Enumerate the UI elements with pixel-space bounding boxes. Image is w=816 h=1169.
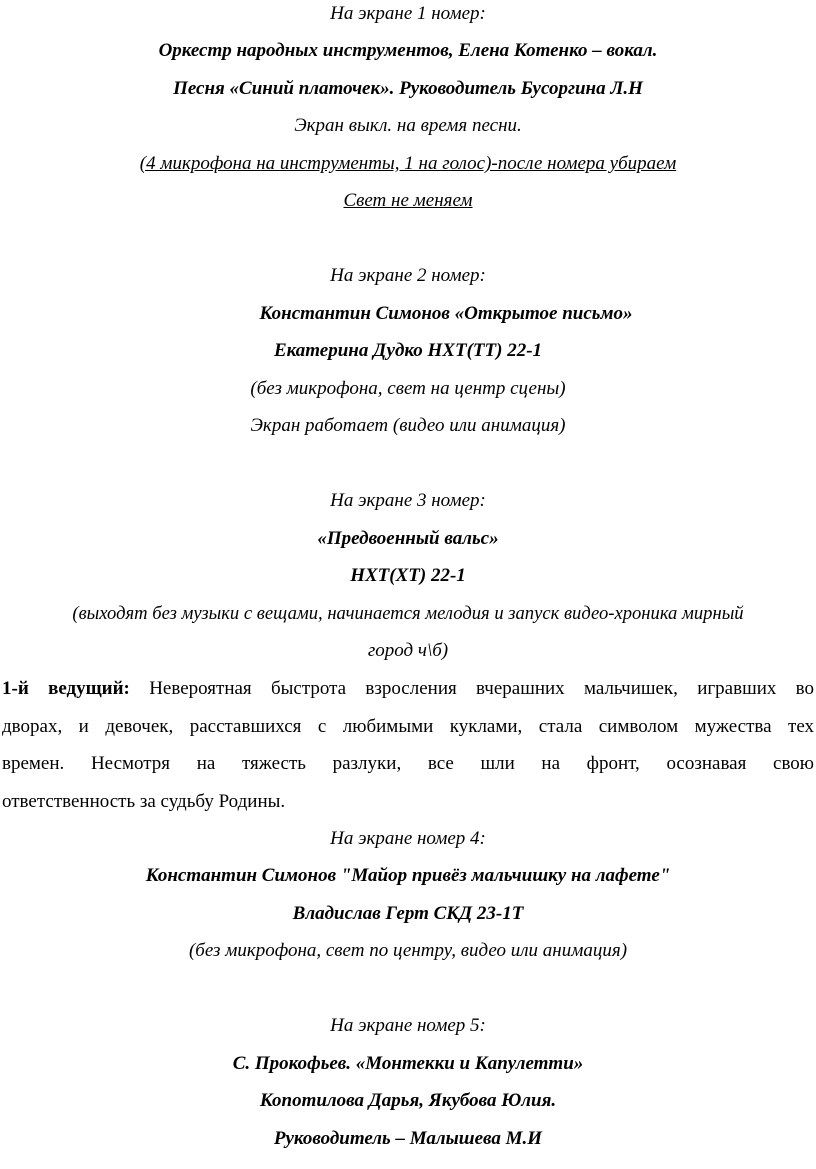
screen-label-3: На экране 3 номер:: [330, 490, 486, 511]
screen-label-5: На экране номер 5:: [330, 1015, 486, 1036]
item-2-screen-note: Экран работает (видео или анимация): [250, 415, 566, 436]
item-3-performer: НХТ(ХТ) 22-1: [350, 565, 466, 586]
item-2-title: Константин Симонов «Открытое письмо»: [259, 303, 633, 324]
host-speech: [2, 677, 814, 827]
screen-label-1: На экране 1 номер:: [330, 3, 486, 24]
item-4-performer: Владислав Герт СКД 23-1Т: [292, 903, 524, 924]
item-1-title-line-2: Песня «Синий платочек». Руководитель Бусоргина Л.Н: [173, 78, 643, 99]
item-3-note-line-1: (выходят без музыки с вещами, начинается мелодия и запуск видео-хроника мирный: [72, 603, 744, 624]
item-5-title: С. Прокофьев. «Монтекки и Капулетти»: [232, 1053, 584, 1074]
item-1-title-line-1: Оркестр народных инструментов, Елена Котенко – вокал.: [158, 40, 658, 61]
item-3-note-line-2: город ч\б): [367, 640, 449, 661]
host-speech-line-1: [2, 677, 814, 701]
item-2-performer: Екатерина Дудко НХТ(ТТ) 22-1: [273, 340, 543, 361]
screen-label-4: На экране номер 4:: [330, 828, 486, 849]
host-speech-line-4: ответственность за судьбу Родины.: [2, 790, 286, 812]
host-speech-line-2: дворах, и девочек, расставшихся с любимыми куклами, стала символом мужества тех: [2, 715, 814, 737]
item-4-note: (без микрофона, свет по центру, видео или анимация): [188, 940, 628, 961]
item-5-leader: Руководитель – Малышева М.И: [273, 1128, 543, 1149]
host-speech-line-3: времен. Несмотря на тяжесть разлуки, все шли на фронт, осознавая свою: [2, 753, 814, 774]
item-2-mic-note: (без микрофона, свет на центр сцены): [250, 378, 566, 399]
item-3-title: «Предвоенный вальс»: [317, 528, 499, 549]
item-4-title: Константин Симонов "Майор привёз мальчишку на лафете": [145, 865, 671, 886]
host-speaker-label: 1-й ведущий:: [2, 678, 130, 699]
host-speech-text-1: Невероятная быстрота взросления вчерашних мальчишек, игравших во: [149, 678, 814, 699]
screen-label-2: На экране 2 номер:: [330, 265, 486, 286]
item-1-light-note: Свет не меняем: [343, 190, 473, 211]
item-1-screen-note: Экран выкл. на время песни.: [294, 115, 522, 136]
item-5-performers: Копотилова Дарья, Якубова Юлия.: [259, 1090, 557, 1111]
item-1-mics-note: (4 микрофона на инструменты, 1 на голос)-после номера убираем: [139, 153, 677, 174]
